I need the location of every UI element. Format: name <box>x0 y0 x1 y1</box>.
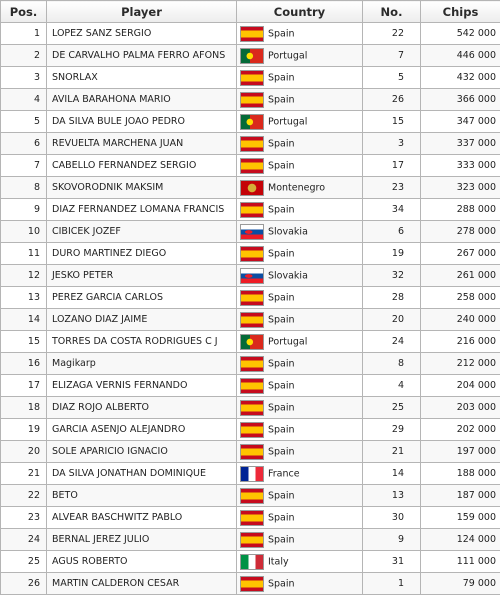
position-cell: 16 <box>1 353 47 375</box>
chips-cell: 337 000 <box>421 133 500 155</box>
chips-cell: 202 000 <box>421 419 500 441</box>
table-row <box>1 111 500 133</box>
seat-number-cell: 26 <box>363 89 421 111</box>
position-cell: 23 <box>1 507 47 529</box>
chips-cell: 258 000 <box>421 287 500 309</box>
player-name-cell: SOLE APARICIO IGNACIO <box>47 441 237 463</box>
chips-cell: 187 000 <box>421 485 500 507</box>
slovakia-flag-icon <box>240 224 264 240</box>
country-name: Spain <box>268 248 295 259</box>
country-name: Spain <box>268 402 295 413</box>
country-name: Slovakia <box>268 226 308 237</box>
seat-number-cell: 17 <box>363 155 421 177</box>
position-cell: 21 <box>1 463 47 485</box>
position-cell: 3 <box>1 67 47 89</box>
table-row <box>1 309 500 331</box>
france-flag-icon <box>240 466 264 482</box>
country-cell <box>237 529 363 551</box>
seat-number-cell: 1 <box>363 573 421 595</box>
player-name-cell: JESKO PETER <box>47 265 237 287</box>
country-cell <box>237 485 363 507</box>
table-row <box>1 23 500 45</box>
chips-cell: 432 000 <box>421 67 500 89</box>
country-name: Spain <box>268 292 295 303</box>
country-cell <box>237 375 363 397</box>
chips-cell: 323 000 <box>421 177 500 199</box>
table-row <box>1 133 500 155</box>
portugal-flag-icon <box>240 334 264 350</box>
seat-number-cell: 31 <box>363 551 421 573</box>
seat-number-cell: 19 <box>363 243 421 265</box>
spain-flag-icon <box>240 400 264 416</box>
chips-cell: 240 000 <box>421 309 500 331</box>
player-name-cell: DIAZ ROJO ALBERTO <box>47 397 237 419</box>
seat-number-cell: 3 <box>363 133 421 155</box>
seat-number-cell: 6 <box>363 221 421 243</box>
seat-number-cell: 20 <box>363 309 421 331</box>
player-name-cell: ALVEAR BASCHWITZ PABLO <box>47 507 237 529</box>
country-name: Spain <box>268 94 295 105</box>
spain-flag-icon <box>240 26 264 42</box>
column-header-no[interactable]: No. <box>363 1 421 23</box>
position-cell: 18 <box>1 397 47 419</box>
table-row <box>1 529 500 551</box>
country-cell <box>237 419 363 441</box>
montenegro-flag-icon <box>240 180 264 196</box>
chips-cell: 542 000 <box>421 23 500 45</box>
table-row <box>1 45 500 67</box>
spain-flag-icon <box>240 312 264 328</box>
country-cell <box>237 67 363 89</box>
country-name: Spain <box>268 534 295 545</box>
table-row <box>1 287 500 309</box>
country-cell <box>237 287 363 309</box>
position-cell: 8 <box>1 177 47 199</box>
country-name: Portugal <box>268 336 308 347</box>
country-name: Spain <box>268 490 295 501</box>
country-cell <box>237 463 363 485</box>
spain-flag-icon <box>240 510 264 526</box>
country-cell <box>237 507 363 529</box>
player-name-cell: DA SILVA BULE JOAO PEDRO <box>47 111 237 133</box>
table-row <box>1 155 500 177</box>
position-cell: 13 <box>1 287 47 309</box>
country-name: Italy <box>268 556 289 567</box>
player-name-cell: DA SILVA JONATHAN DOMINIQUE <box>47 463 237 485</box>
column-header-country[interactable]: Country <box>237 1 363 23</box>
position-cell: 7 <box>1 155 47 177</box>
player-name-cell: PEREZ GARCIA CARLOS <box>47 287 237 309</box>
country-cell <box>237 551 363 573</box>
chips-cell: 278 000 <box>421 221 500 243</box>
chips-cell: 261 000 <box>421 265 500 287</box>
player-name-cell: SKOVORODNIK MAKSIM <box>47 177 237 199</box>
player-name-cell: REVUELTA MARCHENA JUAN <box>47 133 237 155</box>
seat-number-cell: 15 <box>363 111 421 133</box>
table-row <box>1 265 500 287</box>
seat-number-cell: 7 <box>363 45 421 67</box>
country-cell <box>237 221 363 243</box>
seat-number-cell: 9 <box>363 529 421 551</box>
spain-flag-icon <box>240 422 264 438</box>
chips-cell: 203 000 <box>421 397 500 419</box>
spain-flag-icon <box>240 356 264 372</box>
chips-cell: 366 000 <box>421 89 500 111</box>
spain-flag-icon <box>240 378 264 394</box>
position-cell: 11 <box>1 243 47 265</box>
country-cell <box>237 265 363 287</box>
seat-number-cell: 28 <box>363 287 421 309</box>
column-header-chips[interactable]: Chips <box>421 1 500 23</box>
player-name-cell: ELIZAGA VERNIS FERNANDO <box>47 375 237 397</box>
chips-cell: 79 000 <box>421 573 500 595</box>
seat-number-cell: 24 <box>363 331 421 353</box>
player-name-cell: DE CARVALHO PALMA FERRO AFONS <box>47 45 237 67</box>
player-name-cell: AVILA BARAHONA MARIO <box>47 89 237 111</box>
player-name-cell: LOZANO DIAZ JAIME <box>47 309 237 331</box>
spain-flag-icon <box>240 246 264 262</box>
chips-cell: 347 000 <box>421 111 500 133</box>
table-row <box>1 331 500 353</box>
country-name: Slovakia <box>268 270 308 281</box>
player-name-cell: BERNAL JEREZ JULIO <box>47 529 237 551</box>
table-row <box>1 375 500 397</box>
seat-number-cell: 21 <box>363 441 421 463</box>
country-name: Spain <box>268 578 295 589</box>
slovakia-flag-icon <box>240 268 264 284</box>
seat-number-cell: 5 <box>363 67 421 89</box>
spain-flag-icon <box>240 488 264 504</box>
player-name-cell: Magikarp <box>47 353 237 375</box>
chips-cell: 111 000 <box>421 551 500 573</box>
country-name: Spain <box>268 314 295 325</box>
player-name-cell: CABELLO FERNANDEZ SERGIO <box>47 155 237 177</box>
table-row <box>1 397 500 419</box>
seat-number-cell: 23 <box>363 177 421 199</box>
column-header-pos[interactable]: Pos. <box>1 1 47 23</box>
chips-cell: 188 000 <box>421 463 500 485</box>
country-cell <box>237 353 363 375</box>
chips-cell: 124 000 <box>421 529 500 551</box>
table-header-row <box>1 1 500 23</box>
country-cell <box>237 45 363 67</box>
country-name: Portugal <box>268 50 308 61</box>
position-cell: 10 <box>1 221 47 243</box>
seat-number-cell: 32 <box>363 265 421 287</box>
country-cell <box>237 397 363 419</box>
position-cell: 19 <box>1 419 47 441</box>
spain-flag-icon <box>240 532 264 548</box>
country-name: Spain <box>268 446 295 457</box>
table-row <box>1 485 500 507</box>
player-name-cell: TORRES DA COSTA RODRIGUES C J <box>47 331 237 353</box>
country-cell <box>237 155 363 177</box>
seat-number-cell: 25 <box>363 397 421 419</box>
seat-number-cell: 14 <box>363 463 421 485</box>
position-cell: 6 <box>1 133 47 155</box>
country-name: France <box>268 468 300 479</box>
country-cell <box>237 177 363 199</box>
seat-number-cell: 29 <box>363 419 421 441</box>
position-cell: 15 <box>1 331 47 353</box>
country-cell <box>237 199 363 221</box>
table-row <box>1 551 500 573</box>
spain-flag-icon <box>240 290 264 306</box>
spain-flag-icon <box>240 444 264 460</box>
country-cell <box>237 111 363 133</box>
position-cell: 17 <box>1 375 47 397</box>
player-name-cell: LOPEZ SANZ SERGIO <box>47 23 237 45</box>
spain-flag-icon <box>240 202 264 218</box>
position-cell: 5 <box>1 111 47 133</box>
player-name-cell: BETO <box>47 485 237 507</box>
player-name-cell: AGUS ROBERTO <box>47 551 237 573</box>
table-row <box>1 89 500 111</box>
player-name-cell: SNORLAX <box>47 67 237 89</box>
country-name: Spain <box>268 160 295 171</box>
country-cell <box>237 573 363 595</box>
table-row <box>1 463 500 485</box>
position-cell: 25 <box>1 551 47 573</box>
table-row <box>1 419 500 441</box>
seat-number-cell: 34 <box>363 199 421 221</box>
position-cell: 26 <box>1 573 47 595</box>
country-name: Spain <box>268 72 295 83</box>
table-row <box>1 441 500 463</box>
player-name-cell: CIBICEK JOZEF <box>47 221 237 243</box>
position-cell: 22 <box>1 485 47 507</box>
country-cell <box>237 309 363 331</box>
position-cell: 9 <box>1 199 47 221</box>
country-name: Spain <box>268 358 295 369</box>
portugal-flag-icon <box>240 114 264 130</box>
chips-cell: 159 000 <box>421 507 500 529</box>
country-name: Spain <box>268 380 295 391</box>
table-row <box>1 573 500 595</box>
chips-cell: 267 000 <box>421 243 500 265</box>
table-row <box>1 507 500 529</box>
country-cell <box>237 23 363 45</box>
chips-cell: 288 000 <box>421 199 500 221</box>
italy-flag-icon <box>240 554 264 570</box>
column-header-player[interactable]: Player <box>47 1 237 23</box>
spain-flag-icon <box>240 70 264 86</box>
seat-number-cell: 4 <box>363 375 421 397</box>
position-cell: 1 <box>1 23 47 45</box>
table-row <box>1 199 500 221</box>
chips-cell: 197 000 <box>421 441 500 463</box>
country-name: Spain <box>268 138 295 149</box>
spain-flag-icon <box>240 92 264 108</box>
chips-cell: 204 000 <box>421 375 500 397</box>
player-name-cell: GARCIA ASENJO ALEJANDRO <box>47 419 237 441</box>
spain-flag-icon <box>240 158 264 174</box>
spain-flag-icon <box>240 576 264 592</box>
position-cell: 4 <box>1 89 47 111</box>
chips-cell: 333 000 <box>421 155 500 177</box>
country-cell <box>237 331 363 353</box>
position-cell: 20 <box>1 441 47 463</box>
position-cell: 14 <box>1 309 47 331</box>
country-name: Montenegro <box>268 182 326 193</box>
table-row <box>1 177 500 199</box>
country-cell <box>237 441 363 463</box>
country-name: Portugal <box>268 116 308 127</box>
player-name-cell: MARTIN CALDERON CESAR <box>47 573 237 595</box>
seat-number-cell: 8 <box>363 353 421 375</box>
country-name: Spain <box>268 28 295 39</box>
position-cell: 24 <box>1 529 47 551</box>
country-name: Spain <box>268 204 295 215</box>
country-cell <box>237 243 363 265</box>
chips-cell: 212 000 <box>421 353 500 375</box>
seat-number-cell: 22 <box>363 23 421 45</box>
player-name-cell: DIAZ FERNANDEZ LOMANA FRANCIS <box>47 199 237 221</box>
seat-number-cell: 30 <box>363 507 421 529</box>
country-cell <box>237 89 363 111</box>
table-row <box>1 221 500 243</box>
chips-cell: 216 000 <box>421 331 500 353</box>
player-name-cell: DURO MARTINEZ DIEGO <box>47 243 237 265</box>
spain-flag-icon <box>240 136 264 152</box>
table-row <box>1 67 500 89</box>
seat-number-cell: 13 <box>363 485 421 507</box>
position-cell: 2 <box>1 45 47 67</box>
portugal-flag-icon <box>240 48 264 64</box>
country-name: Spain <box>268 512 295 523</box>
table-body <box>1 23 500 595</box>
country-cell <box>237 133 363 155</box>
country-name: Spain <box>268 424 295 435</box>
position-cell: 12 <box>1 265 47 287</box>
table-row <box>1 243 500 265</box>
chips-cell: 446 000 <box>421 45 500 67</box>
table-row <box>1 353 500 375</box>
